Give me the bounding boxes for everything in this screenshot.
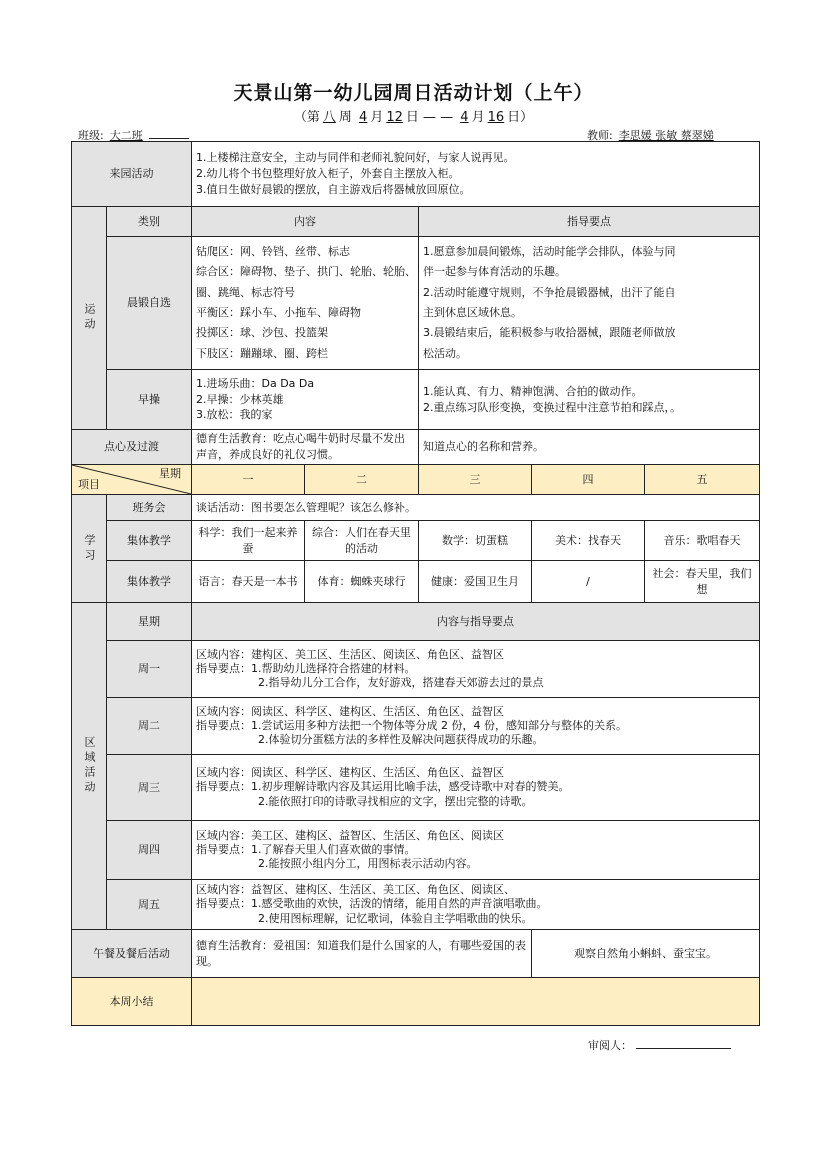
date-range: （第 八 周 4 月 12 日 — — 4 月 16 日） — [293, 110, 534, 125]
meeting-content: 谈话活动：图书要怎么管理呢？该怎么修补。 — [192, 495, 760, 521]
area-plan-mon: 区域内容：建构区、美工区、生活区、阅读区、角色区、益智区 指导要点：1.帮助幼儿选择符合搭建的材料。 2.指导幼儿分工合作，友好游戏，搭建春天郊游去过的景点 — [192, 641, 760, 698]
meeting-label: 班务会 — [107, 495, 192, 521]
plan-table — [71, 141, 760, 1026]
group2-mon: 语言：春天是一本书 — [192, 561, 305, 603]
group1-tue: 综合：人们在春天里的活动 — [305, 521, 419, 561]
arrival-content: 1.上楼梯注意安全，主动与同伴和老师礼貌问好，与家人说再见。 2.幼儿将个书包整理好放入柜子，外套自主摆放入柜。 3.值日生做好晨锻的摆放，自主游戏后将器械放回原位。 — [192, 142, 760, 207]
week-number: 八 — [322, 110, 336, 125]
area-day-fri: 周五 — [107, 880, 192, 930]
exercise-label: 早操 — [107, 370, 192, 430]
group1-mon: 科学：我们一起来养蚕 — [192, 521, 305, 561]
group2-fri: 社会：春天里，我们想 — [645, 561, 760, 603]
day-mon: 一 — [192, 465, 305, 495]
area-day-thu: 周四 — [107, 821, 192, 880]
area-col-content: 内容与指导要点 — [192, 603, 760, 641]
week-item-header — [72, 465, 192, 495]
day-wed: 三 — [419, 465, 532, 495]
week-corner-label: 星期 — [159, 467, 181, 480]
start-month: 4 — [359, 110, 368, 125]
area-plan-wed: 区域内容：阅读区、科学区、建构区、生活区、角色区、益智区 指导要点：1.初步理解诗歌内容及其运用比喻手法，感受诗歌中对春的赞美。 2.能依照打印的诗歌寻找相应的文字，摆出完整的诗歌。 — [192, 755, 760, 821]
day-tue: 二 — [305, 465, 419, 495]
summary-label: 本周小结 — [72, 978, 192, 1026]
snack-label: 点心及过渡 — [72, 430, 192, 465]
exercise-content: 1.进场乐曲：Da Da Da 2.早操：少林英雄 3.放松：我的家 — [192, 370, 419, 430]
group1-wed: 数学：切蛋糕 — [419, 521, 532, 561]
morning-label: 晨锻自选 — [107, 237, 192, 370]
area-section: 区域活动 — [72, 603, 107, 930]
summary-content — [192, 978, 760, 1026]
day-fri: 五 — [645, 465, 760, 495]
end-day: 16 — [487, 110, 505, 125]
lunch-guide: 观察自然角小蝌蚪、蚕宝宝。 — [532, 930, 760, 978]
page-title: 天景山第一幼儿园周日活动计划（上午） — [233, 82, 594, 104]
snack-guide: 知道点心的名称和营养。 — [419, 430, 760, 465]
lunch-content: 德育生活教育：爱祖国：知道我们是什么国家的人，有哪些爱国的表现。 — [192, 930, 532, 978]
col-content: 内容 — [192, 207, 419, 237]
morning-guide: 1.愿意参加晨间锻炼，活动时能学会排队，体验与同 伴一起参与体育活动的乐趣。 2.活动时能遵守规则，不争抢晨锻器械，出汗了能自 主到休息区域休息。 3.晨锻结束后，能积极参与收拾器械，跟随老师做放 松活动。 — [419, 237, 760, 370]
class-name: 大二班 — [109, 129, 143, 142]
area-day-mon: 周一 — [107, 641, 192, 698]
col-guide: 指导要点 — [419, 207, 760, 237]
teacher-names: 李思媛 张敏 蔡翠娣 — [618, 129, 714, 142]
col-type: 类别 — [107, 207, 192, 237]
group2-tue: 体育：蜘蛛夹球行 — [305, 561, 419, 603]
item-corner-label: 项目 — [78, 478, 100, 492]
area-day-tue: 周二 — [107, 698, 192, 755]
group2-wed: 健康：爱国卫生月 — [419, 561, 532, 603]
reviewer-signature: 审阅人： — [588, 1037, 731, 1053]
morning-content: 钻爬区：网、铃铛、丝带、标志 综合区：障碍物、垫子、拱门、轮胎、轮胎、 圈、跳绳、标志符号 平衡区：踩小车、小拖车、障碍物 投掷区：球、沙包、投篮架 下肢区：蹦蹦球、圈、跨栏 — [192, 237, 419, 370]
snack-content: 德育生活教育：吃点心喝牛奶时尽量不发出声音，养成良好的礼仪习惯。 — [192, 430, 419, 465]
group1-label: 集体教学 — [107, 521, 192, 561]
exercise-guide: 1.能认真、有力、精神饱满、合拍的做动作。 2.重点练习队形变换，变换过程中注意节拍和踩点，。 — [419, 370, 760, 430]
start-day: 12 — [386, 110, 403, 125]
group2-thu: / — [532, 561, 645, 603]
day-thu: 四 — [532, 465, 645, 495]
teacher-info: 教师: 李思媛 张敏 蔡翠娣 — [587, 127, 720, 143]
study-section: 学习 — [72, 495, 107, 603]
group1-thu: 美术：找春天 — [532, 521, 645, 561]
area-day-wed: 周三 — [107, 755, 192, 821]
area-plan-fri: 区域内容：益智区、建构区、生活区、美工区、角色区、阅读区、 指导要点：1.感受歌曲的欢快，活泼的情绪，能用自然的声音演唱歌曲。 2.使用图标理解，记忆歌词，体验自主学唱歌曲的快乐。 — [192, 880, 760, 930]
end-month: 4 — [460, 110, 469, 125]
area-plan-thu: 区域内容：美工区、建构区、益智区、生活区、角色区、阅读区 指导要点：1.了解春天里人们喜欢做的事情。 2.能按照小组内分工，用图标表示活动内容。 — [192, 821, 760, 880]
group1-fri: 音乐：歌唱春天 — [645, 521, 760, 561]
area-col-week: 星期 — [107, 603, 192, 641]
lunch-label: 午餐及餐后活动 — [72, 930, 192, 978]
area-plan-tue: 区域内容：阅读区、科学区、建构区、生活区、角色区、益智区 指导要点：1.尝试运用多种方法把一个物体等分成 2 份，4 份，感知部分与整体的关系。 2.体验切分蛋糕方法的多样性及解决问题获得成功的乐趣。 — [192, 698, 760, 755]
arrival-label: 来园活动 — [72, 142, 192, 207]
sport-section: 运动 — [72, 207, 107, 430]
class-info: 班级: 大二班 — [78, 127, 189, 143]
group2-label: 集体教学 — [107, 561, 192, 603]
